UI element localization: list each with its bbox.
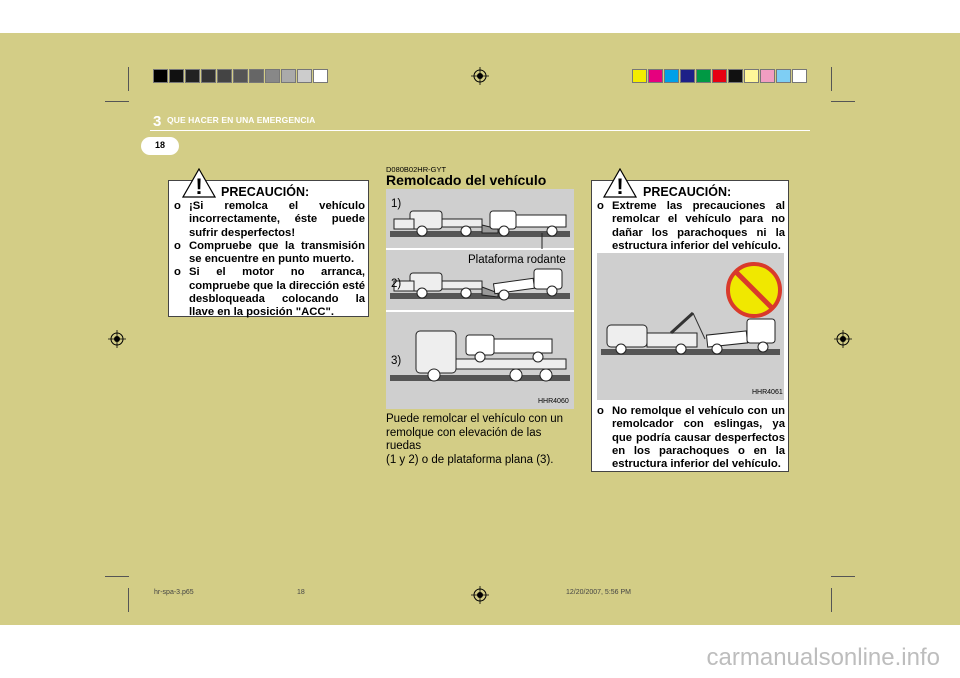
color-swatch — [744, 69, 759, 83]
crop-mark — [128, 588, 129, 612]
color-swatch — [233, 69, 248, 83]
crop-mark — [831, 67, 832, 91]
svg-text:!: ! — [616, 174, 624, 198]
footer-datetime: 12/20/2007, 5:56 PM — [566, 589, 631, 596]
figure-callout: Plataforma rodante — [468, 254, 566, 266]
color-swatch — [680, 69, 695, 83]
figure-code: HHR4060 — [538, 398, 569, 405]
chapter-title: QUE HACER EN UNA EMERGENCIA — [167, 115, 316, 125]
footer-file: hr-spa-3.p65 — [154, 589, 194, 596]
caution-item: o Compruebe que la transmisión se encuentre en punto muerto. — [172, 240, 365, 267]
prohibited-towing-figure — [597, 253, 784, 400]
figure-label-3: 3) — [391, 355, 402, 367]
registration-mark-icon — [471, 67, 489, 85]
color-swatch — [249, 69, 264, 83]
section-code: D080B02HR-GYT — [386, 165, 447, 174]
color-swatch — [648, 69, 663, 83]
color-swatch — [169, 69, 184, 83]
crop-mark — [105, 576, 129, 577]
caution-list-left — [172, 200, 365, 320]
process-color-bar — [632, 69, 808, 83]
crop-mark — [105, 101, 129, 102]
watermark: carmanualsonline.info — [706, 644, 940, 671]
color-swatch — [153, 69, 168, 83]
color-swatch — [664, 69, 679, 83]
body-paragraph — [386, 413, 576, 467]
figure-code-right: HHR4061 — [752, 389, 783, 396]
caution-item: o ¡Si remolca el vehículo incorrectamente, éste puede sufrir desperfectos! — [172, 200, 365, 240]
section-heading: Remolcado del vehículo — [386, 172, 547, 188]
caution-list-right-top — [595, 200, 785, 253]
color-swatch — [696, 69, 711, 83]
towing-illustration — [386, 189, 574, 409]
color-swatch — [297, 69, 312, 83]
crop-mark — [831, 576, 855, 577]
caution-item: o Si el motor no arranca, compruebe que la dirección esté desbloqueada colocando la llave en la posición "ACC". — [172, 266, 365, 319]
color-swatch — [632, 69, 647, 83]
towing-figure — [386, 189, 574, 409]
body-line: Puede remolcar el vehículo con un — [386, 413, 564, 425]
page-number: 18 — [155, 140, 166, 150]
caution-item: o No remolque el vehículo con un remolcador con eslingas, ya que podría causar desperfectos en los parachoques o en la estructura inferior del vehículo. — [595, 405, 785, 471]
registration-mark-icon — [471, 586, 489, 604]
prohibited-towing-illustration — [597, 253, 784, 400]
color-swatch — [217, 69, 232, 83]
caution-title-right: PRECAUCIÓN: — [643, 185, 732, 199]
color-swatch — [792, 69, 807, 83]
header-rule — [150, 130, 810, 131]
figure-label-1: 1) — [391, 198, 402, 210]
prohibited-sign-icon — [728, 264, 780, 316]
color-swatch — [313, 69, 328, 83]
color-swatch — [712, 69, 727, 83]
svg-text:!: ! — [195, 174, 203, 198]
crop-mark — [831, 101, 855, 102]
crop-mark — [128, 67, 129, 91]
footer-page: 18 — [297, 589, 305, 596]
caution-item: o Extreme las precauciones al remolcar el vehículo para no dañar los parachoques ni la estructura inferior del vehículo. — [595, 200, 785, 253]
color-swatch — [281, 69, 296, 83]
figure-label-2: 2) — [391, 278, 402, 290]
color-swatch — [760, 69, 775, 83]
color-swatch — [185, 69, 200, 83]
caution-list-right-bottom — [595, 405, 785, 471]
body-line: remolque con elevación de las ruedas — [386, 426, 542, 452]
color-swatch — [201, 69, 216, 83]
warning-triangle-icon — [603, 168, 637, 198]
caution-title-left: PRECAUCIÓN: — [221, 185, 310, 199]
registration-mark-icon — [834, 330, 852, 348]
color-swatch — [728, 69, 743, 83]
chapter-number: 3 — [153, 113, 162, 130]
body-line: (1 y 2) o de plataforma plana (3). — [386, 453, 554, 466]
color-swatch — [776, 69, 791, 83]
crop-mark — [831, 588, 832, 612]
color-swatch — [265, 69, 280, 83]
registration-mark-icon — [108, 330, 126, 348]
warning-triangle-icon — [182, 168, 216, 198]
grayscale-color-bar — [153, 69, 329, 83]
